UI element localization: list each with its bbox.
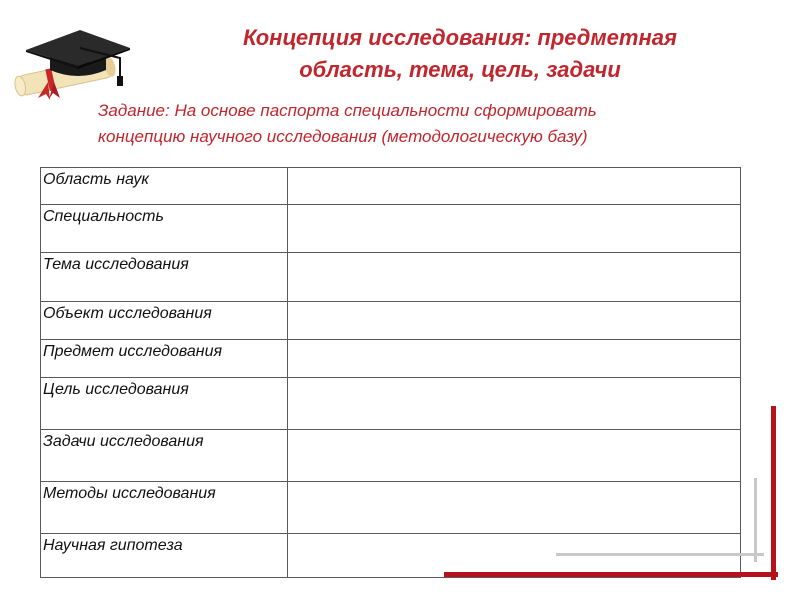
graduation-cap-diploma-icon <box>8 20 138 100</box>
row-label-research-tasks: Задачи исследования <box>41 430 288 482</box>
slide-title-line-1: Концепция исследования: предметная <box>243 25 677 50</box>
slide-title-line-2: область, тема, цель, задачи <box>299 57 621 82</box>
table-row <box>41 168 741 205</box>
deco-gray-vertical-line <box>754 478 757 562</box>
deco-gray-horizontal-line <box>556 553 764 556</box>
table-row <box>41 205 741 253</box>
row-label-research-goal: Цель исследования <box>41 378 288 430</box>
row-label-specialty: Специальность <box>41 205 288 253</box>
row-value-research-topic[interactable] <box>288 253 741 302</box>
table-row <box>41 340 741 378</box>
row-label-research-object: Объект исследования <box>41 302 288 340</box>
deco-red-vertical-line <box>771 406 776 580</box>
row-value-specialty[interactable] <box>288 205 741 253</box>
row-label-science-field: Область наук <box>41 168 288 205</box>
table-row <box>41 302 741 340</box>
row-label-research-topic: Тема исследования <box>41 253 288 302</box>
task-line-1: Задание: На основе паспорта специальности сформировать <box>98 101 597 120</box>
row-value-research-tasks[interactable] <box>288 430 741 482</box>
row-label-research-subject: Предмет исследования <box>41 340 288 378</box>
table-row <box>41 430 741 482</box>
row-label-scientific-hypothesis: Научная гипотеза <box>41 534 288 578</box>
research-concept-table <box>40 167 741 578</box>
row-label-research-methods: Методы исследования <box>41 482 288 534</box>
task-description <box>98 98 738 150</box>
task-line-2: концепцию научного исследования (методологическую базу) <box>98 127 588 146</box>
table-row <box>41 482 741 534</box>
row-value-research-subject[interactable] <box>288 340 741 378</box>
row-value-research-goal[interactable] <box>288 378 741 430</box>
slide-title <box>180 22 740 86</box>
table-row <box>41 253 741 302</box>
deco-red-horizontal-line <box>444 572 778 577</box>
row-value-science-field[interactable] <box>288 168 741 205</box>
row-value-research-methods[interactable] <box>288 482 741 534</box>
table-row <box>41 378 741 430</box>
row-value-research-object[interactable] <box>288 302 741 340</box>
